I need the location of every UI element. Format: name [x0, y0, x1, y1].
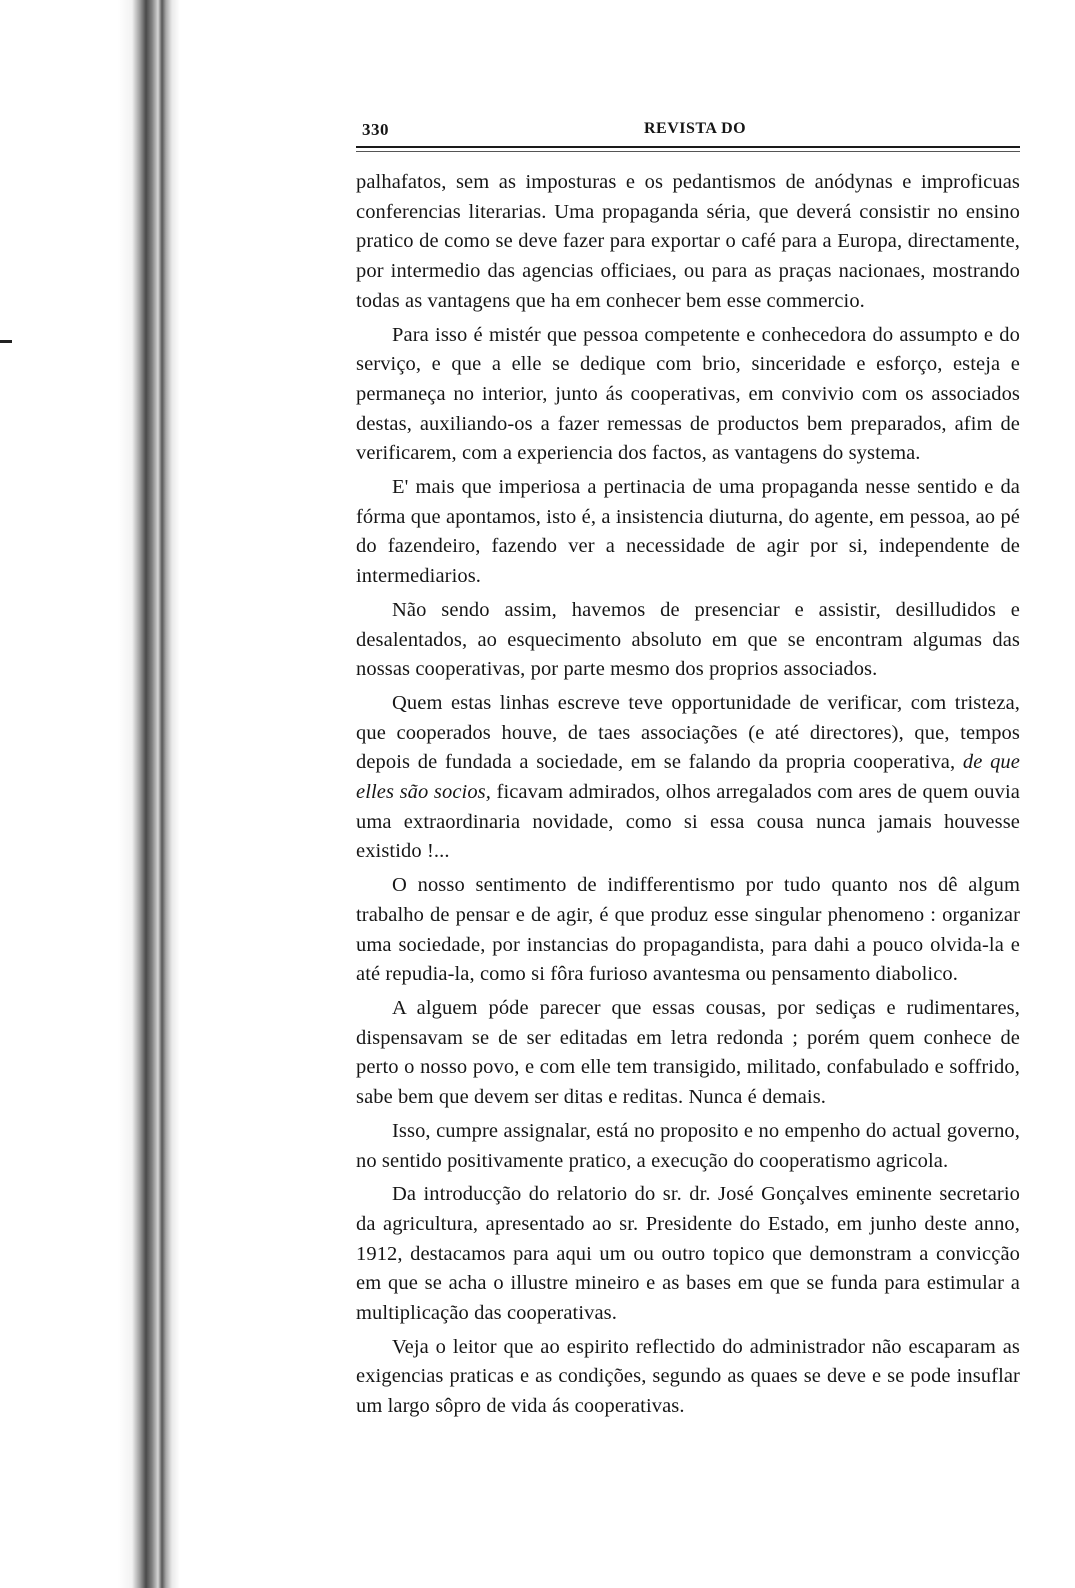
paragraph-1: palhafatos, sem as imposturas e os pedantismos de anódynas e improficuas conferencias literarias. Uma propaganda séria, que deverá consistir no ensino pratico de como se deve fazer para exportar o café para a Europa, directamente, por intermedio das agencias officiaes, ou para as praças nacionaes, mostrando todas as vantagens que ha em conhecer bem esse commercio. [356, 171, 1020, 312]
paragraph-5-italic-text: de que elles são socios, [356, 751, 1020, 804]
paragraph-5-text-before: Quem estas linhas escreve teve opportunidade de verificar, com tristeza, que cooperados houve, de taes associações (e até directores), que, tempos depois de fundada a sociedade, em se falando da propria cooperativa, [356, 691, 1020, 774]
paragraph-9: Da introducção do relatorio do sr. dr. José Gonçalves eminente secretario da agricultura, apresentado ao sr. Presidente do Estado, em junho deste anno, 1912, destacamos para aqui um ou outro topico que demonstram a convicção em que se acha o illustre mineiro e as bases em que se funda para estimular a multiplicação das cooperativas. [356, 1183, 1020, 1325]
paragraph-3: E' mais que imperiosa a pertinacia de uma propaganda nesse sentido e da fórma que apontamos, isto é, a insistencia diuturna, do agente, em pessoa, ao pé do fazendeiro, fazendo ver a necessidade de agir por si, independente de intermediarios. [356, 476, 1020, 588]
paragraph-6: O nosso sentimento de indifferentismo por tudo quanto nos dê algum trabalho de pensar e de agir, é que produz esse singular phenomeno : organizar uma sociedade, por instancias do propagandista, para dahi a pouco olvida-la e até repudia-la, como si fôra furioso avantesma ou pensamento diabolico. [356, 874, 1020, 986]
paragraph-5 [356, 689, 1020, 867]
paragraph-10: Veja o leitor que ao espirito reflectido do administrador não escaparam as exigencias praticas e as condições, segundo as quaes se deve e se pode insuflar um largo sôpro de vida ás cooperativas. [356, 1335, 1020, 1418]
paragraph-7: A alguem póde parecer que essas cousas, por sediças e rudimentares, dispensavam se de ser editadas em letra redonda ; porém quem conhece de perto o nosso povo, e com elle tem transigido, militado, confabulado e soffrido, sabe bem que devem ser ditas e reditas. Nunca é demais. [356, 996, 1020, 1109]
margin-mark [0, 340, 12, 343]
paragraph-4: Não sendo assim, havemos de presenciar e assistir, desilludidos e desalentados, ao esquecimento absoluto em que se encontram algumas das nossas cooperativas, por parte mesmo dos proprios associados. [356, 598, 1020, 681]
book-binding-shadow [118, 0, 180, 1588]
paragraph-2: Para isso é mistér que pessoa competente e conhecedora do assumpto e do serviço, e que a elle se dedique com brio, sinceridade e esforço, esteja e permaneça no interior, junto ás cooperativas, em convivio com os associados destas, auxiliando-os a fazer remessas de productos bem preparados, afim de verificarem, com a experiencia dos factos, as vantagens do systema. [356, 323, 1020, 465]
page-number: 330 [362, 120, 389, 139]
paragraph-8: Isso, cumpre assignalar, está no proposito e no empenho do actual governo, no sentido positivamente pratico, a execução do cooperatismo agricola. [356, 1119, 1020, 1172]
paragraph-5-text-after: ficavam admirados, olhos arregalados com ares de quem ouvia uma extraordinaria novidade, como si essa cousa nunca jamais houvesse existido !... [356, 781, 1020, 863]
page-header [356, 112, 1020, 146]
document-page [356, 112, 1020, 1582]
body-text [356, 168, 1020, 1422]
running-head: REVISTA DO [644, 120, 747, 137]
header-rule [356, 146, 1020, 152]
